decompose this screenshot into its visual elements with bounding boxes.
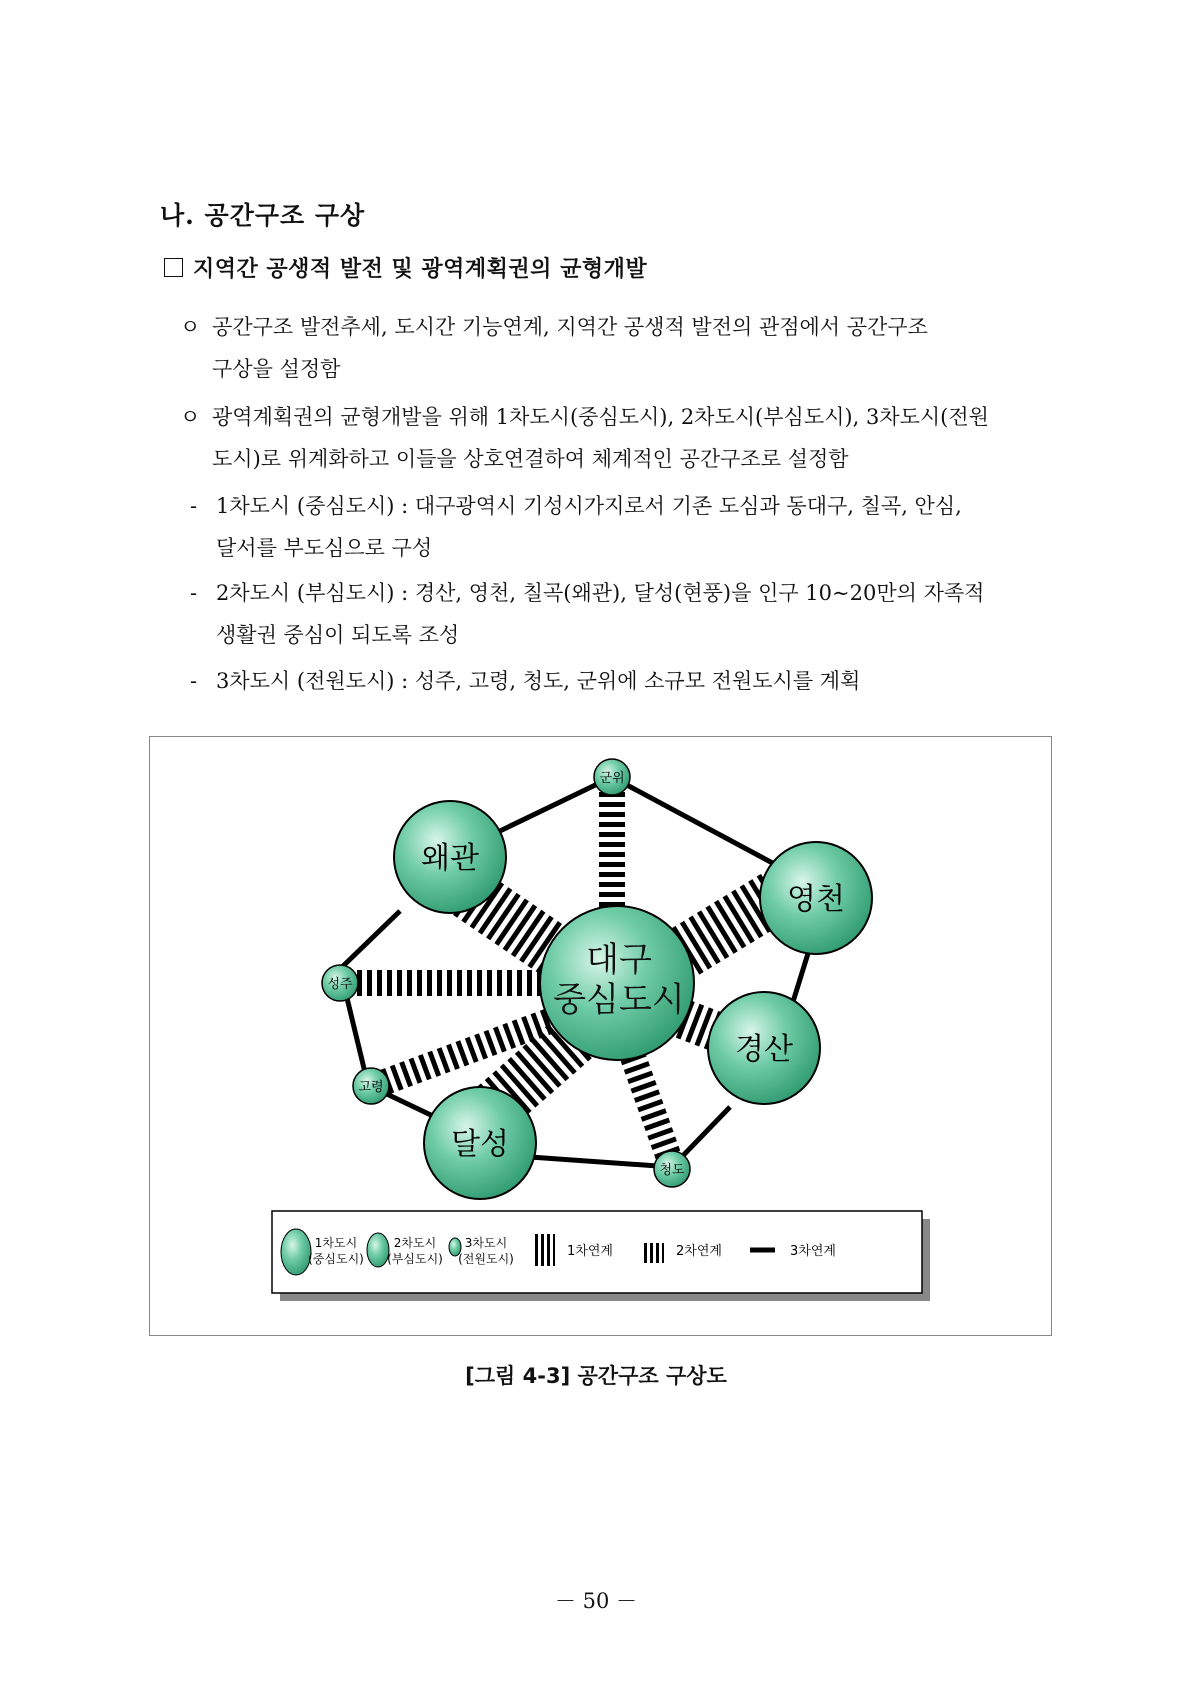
- dash-item-2: [190, 572, 1070, 656]
- dash-line: 3차도시 (전원도시) : 성주, 고령, 청도, 군위에 소규모 전원도시를 계획: [216, 669, 861, 693]
- page-number: － 50 －: [554, 1589, 638, 1613]
- link-center-cheongdo: [633, 1057, 668, 1155]
- node-seongju-label: 성주: [327, 977, 353, 992]
- dash-line: 달서를 부도심으로 구성: [216, 536, 433, 560]
- node-gunwi-label: 군위: [599, 771, 625, 786]
- bullet-line: 광역계획권의 균형개발을 위해 1차도시(중심도시), 2차도시(부심도시), 3차도시(전원: [212, 405, 989, 429]
- node-seongju: [322, 965, 358, 1001]
- dash-marker: -: [190, 494, 198, 518]
- figure-caption: [그림 4-3] 공간구조 구상도: [465, 1364, 727, 1388]
- legend: [272, 1211, 930, 1301]
- link-gunwi-yeongcheon: [612, 777, 780, 867]
- node-goryeong-label: 고령: [358, 1080, 384, 1095]
- bullet-marker: ㅇ: [180, 405, 201, 429]
- subsection-title: [164, 252, 647, 283]
- node-dalseong: [424, 1087, 536, 1199]
- legend-second-city-sub: (부심도시): [387, 1252, 443, 1266]
- dash-line: 2차도시 (부심도시) : 경산, 영천, 칠곡(왜관), 달성(현풍)을 인구 10∼20만의 자족적: [216, 581, 985, 605]
- checkbox-square-icon: [164, 258, 183, 277]
- node-goryeong: [353, 1068, 389, 1104]
- dash-line: 1차도시 (중심도시) : 대구광역시 기성시가지로서 기존 도심과 동대구, 칠곡, 안심,: [216, 494, 962, 518]
- legend-first-city-sub: (중심도시): [308, 1252, 364, 1266]
- node-cheongdo-label: 청도: [659, 1163, 685, 1178]
- dash-item-3: [190, 660, 1070, 702]
- dash-item-1: [190, 485, 1070, 569]
- bullet-paragraph-1: [180, 306, 1070, 390]
- center-node-label-1: 대구: [586, 940, 652, 980]
- bullet-line: 공간구조 발전추세, 도시간 기능연계, 지역간 공생적 발전의 관점에서 공간구조: [212, 315, 928, 339]
- legend-second-city-label: 2차도시: [393, 1236, 437, 1250]
- legend-third-city-label: 3차도시: [464, 1236, 508, 1250]
- link-yeongcheon-gyeongsan: [792, 947, 810, 1005]
- legend-first-city-symbol: [281, 1229, 311, 1275]
- legend-link2-label: 2차연계: [676, 1244, 722, 1259]
- legend-third-city-sub: (전원도시): [458, 1252, 514, 1266]
- legend-second-city-symbol: [367, 1233, 389, 1267]
- legend-link3-label: 3차연계: [790, 1244, 836, 1259]
- diagram-canvas: [150, 737, 1051, 1335]
- node-dalseong-label: 달성: [451, 1127, 509, 1162]
- node-waegwan: [394, 801, 506, 913]
- center-node-daegu: [540, 906, 694, 1060]
- dash-marker: -: [190, 669, 198, 693]
- dash-marker: -: [190, 581, 198, 605]
- bullet-line: 도시)로 위계화하고 이들을 상호연결하여 체계적인 공간구조로 설정함: [212, 447, 849, 471]
- node-cheongdo: [654, 1151, 690, 1187]
- link-seongju-waegwan: [340, 911, 400, 969]
- legend-first-city-label: 1차도시: [314, 1236, 358, 1250]
- bullet-paragraph-2: [180, 396, 1070, 480]
- spatial-structure-diagram: [149, 736, 1052, 1336]
- dash-line: 생활권 중심이 되도록 조성: [216, 623, 460, 647]
- legend-link1-label: 1차연계: [567, 1244, 613, 1259]
- node-yeongcheon-label: 영천: [787, 882, 845, 917]
- bullet-marker: ㅇ: [180, 315, 201, 339]
- link-dalseong-cheongdo: [530, 1157, 672, 1167]
- node-gyeongsan: [708, 992, 820, 1104]
- bullet-line: 구상을 설정함: [212, 357, 341, 381]
- section-title: 나. 공간구조 구상: [160, 201, 366, 230]
- node-waegwan-label: 왜관: [421, 841, 479, 876]
- node-gyeongsan-label: 경산: [735, 1032, 793, 1067]
- subsection-title-text: 지역간 공생적 발전 및 광역계획권의 균형개발: [193, 256, 648, 282]
- center-node-label-2: 중심도시: [553, 980, 685, 1020]
- node-gunwi: [594, 759, 630, 795]
- node-yeongcheon: [760, 842, 872, 954]
